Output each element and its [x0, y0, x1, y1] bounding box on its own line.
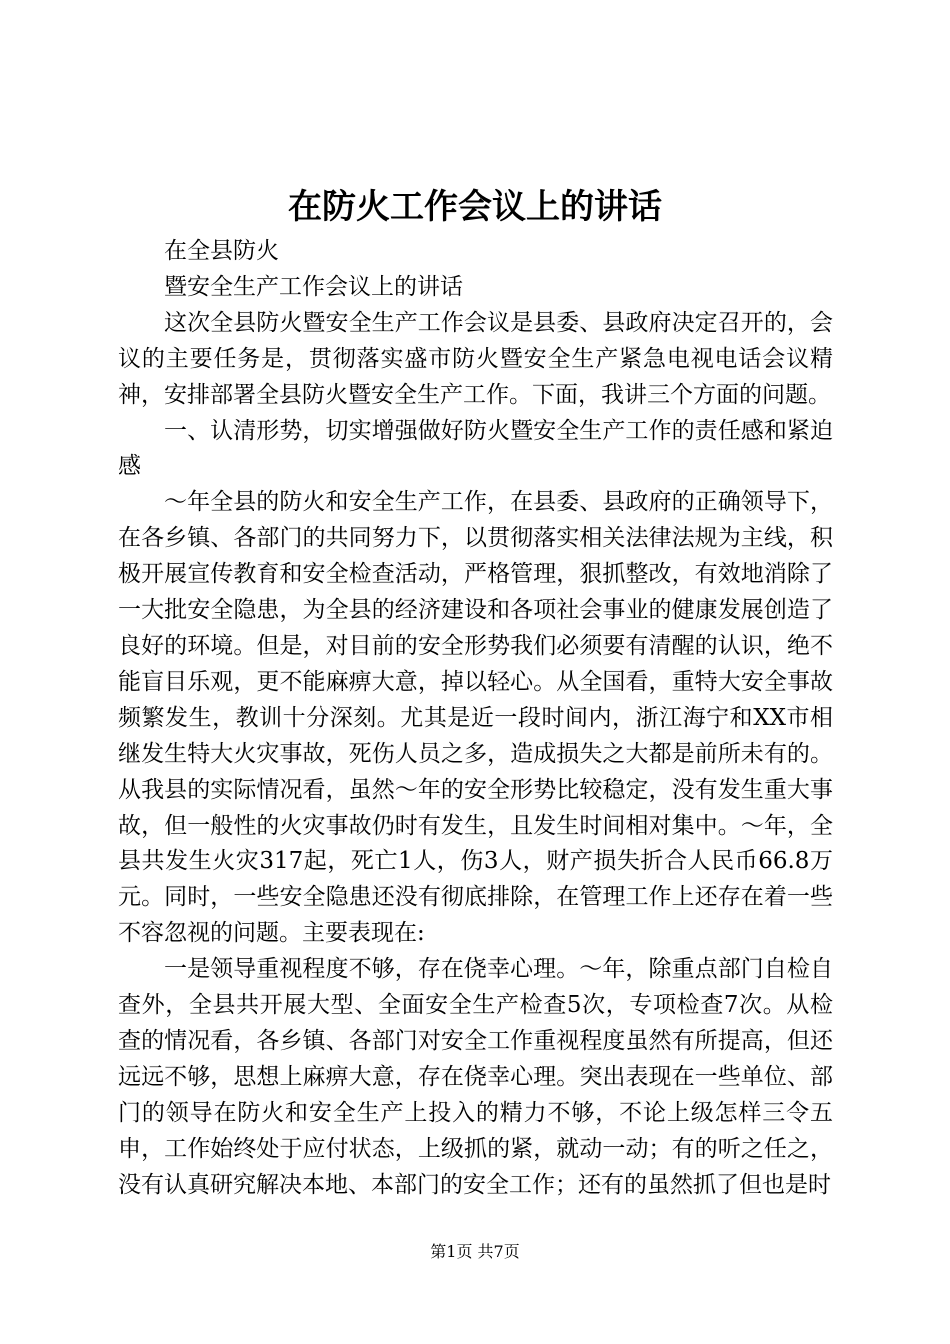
section-heading: 一、认清形势，切实增强做好防火暨安全生产工作的责任感和紧迫感 — [118, 417, 833, 480]
paragraph: 在全县防火 — [164, 238, 279, 264]
paragraph: 一是领导重视程度不够，存在侥幸心理。～年，除重点部门自检自查外，全县共开展大型、全面安全生产检查5次，专项检查7次。从检查的情况看，各乡镇、各部门对安全工作重视程度虽然有所提高，但还远远不够，思想上麻痹大意，存在侥幸心理。突出表现在一些单位、部门的领导在防火和安全生产上投入的精力不够，不论上级怎样三令五申，工作始终处于应付状态，上级抓的紧，就动一动；有的听之任之，没有认真研究解决本地、本部门的安全工作；还有的虽然抓了但也是时 — [118, 956, 833, 1198]
paragraph: ～年全县的防火和安全生产工作，在县委、县政府的正确领导下，在各乡镇、各部门的共同努力下，以贯彻落实相关法律法规为主线，积极开展宣传教育和安全检查活动，严格管理，狠抓整改，有效地消除了一大批安全隐患，为全县的经济建设和各项社会事业的健康发展创造了良好的环境。但是，对目前的安全形势我们必须要有清醒的认识，绝不能盲目乐观，更不能麻痹大意，掉以轻心。从全国看，重特大安全事故频繁发生，教训十分深刻。尤其是近一段时间内，浙江海宁和XX市相继发生特大火灾事故，死伤人员之多，造成损失之大都是前所未有的。从我县的实际情况看，虽然～年的安全形势比较稳定，没有发生重大事故，但一般性的火灾事故仍时有发生，且发生时间相对集中。～年，全县共发生火灾317起，死亡1人，伤3人，财产损失折合人民币66.8万元。同时，一些安全隐患还没有彻底排除，在管理工作上还存在着一些不容忽视的问题。主要表现在: — [118, 489, 833, 947]
paragraph: 暨安全生产工作会议上的讲话 — [164, 273, 463, 300]
page-footer: 第1页 共7页 — [430, 1242, 520, 1261]
document-title: 在防火工作会议上的讲话 — [288, 187, 662, 227]
document-body — [118, 234, 833, 1203]
paragraph: 这次全县防火暨安全生产工作会议是县委、县政府决定召开的，会议的主要任务是，贯彻落实盛市防火暨安全生产紧急电视电话会议精神，安排部署全县防火暨安全生产工作。下面，我讲三个方面的问题。 — [118, 309, 833, 408]
